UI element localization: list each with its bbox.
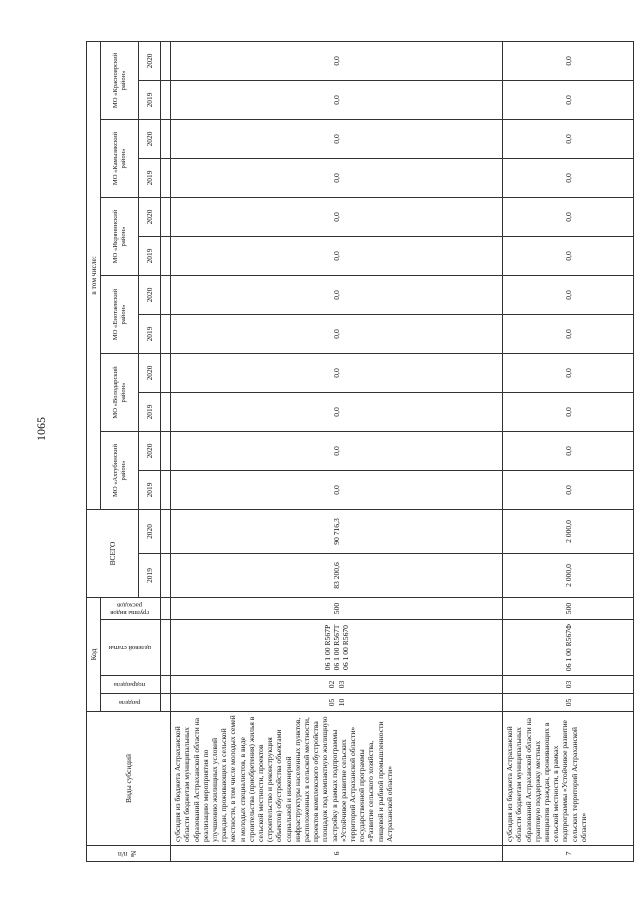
row-d3-2019: 0,0 <box>171 315 503 354</box>
row-gruppa: 500 <box>503 598 634 620</box>
header-kod: Код <box>87 598 101 712</box>
header-d1-2019: 2019 <box>139 471 161 510</box>
row-d4-2020: 0,0 <box>503 198 634 237</box>
row-vsego-2020: 90 716,3 <box>171 510 503 554</box>
header-d1-2020: 2020 <box>139 432 161 471</box>
header-d3-2020: 2020 <box>139 276 161 315</box>
row-d5-2020: 0,0 <box>171 120 503 159</box>
row-d4-2019: 0,0 <box>171 237 503 276</box>
row-d5-2020: 0,0 <box>503 120 634 159</box>
row-d1-2019: 0,0 <box>503 471 634 510</box>
header-name: Виды субсидий <box>87 712 171 846</box>
row-d1-2019: 0,0 <box>171 471 503 510</box>
row-num: 7 <box>503 846 634 862</box>
row-d2-2019: 0,0 <box>503 393 634 432</box>
header-d4-2019: 2019 <box>139 237 161 276</box>
header-gruppy: группы видов расходов <box>101 598 161 620</box>
header-d6-2019: 2019 <box>139 81 161 120</box>
row-num: 6 <box>171 846 503 862</box>
header-d2-2019: 2019 <box>139 393 161 432</box>
rotated-table-container <box>86 42 634 862</box>
row-d4-2020: 0,0 <box>171 198 503 237</box>
row-d3-2020: 0,0 <box>171 276 503 315</box>
header-v-tom-chisle: в том числе: <box>87 41 101 509</box>
table-row <box>171 41 503 861</box>
row-razdel: 05 10 <box>171 694 503 712</box>
row-d3-2020: 0,0 <box>503 276 634 315</box>
row-d2-2019: 0,0 <box>171 393 503 432</box>
header-district-4: МО «Икрянинский район» <box>101 198 139 276</box>
header-vsego-2020: 2020 <box>139 510 161 554</box>
row-gruppa: 500 <box>171 598 503 620</box>
row-podrazdel: 03 <box>503 676 634 694</box>
row-d5-2019: 0,0 <box>171 159 503 198</box>
row-d4-2019: 0,0 <box>503 237 634 276</box>
header-district-5: МО «Камызякский район» <box>101 120 139 198</box>
row-d5-2019: 0,0 <box>503 159 634 198</box>
header-district-3: МО «Енотаевский район» <box>101 276 139 354</box>
row-d1-2020: 0,0 <box>503 432 634 471</box>
row-celevaya: 06 1 00 R567P 06 1 00 R567T 06 1 00 R5670 <box>171 620 503 676</box>
row-d6-2019: 0,0 <box>503 81 634 120</box>
row-celevaya: 06 1 00 R567Ф <box>503 620 634 676</box>
row-vsego-2020: 2 000,0 <box>503 510 634 554</box>
row-vsego-2019: 83 200,6 <box>171 554 503 598</box>
header-vsego-2019: 2019 <box>139 554 161 598</box>
row-name: субсидия из бюджета Астраханской области бюджетам муниципальных образований Астраханской области на реализацию мероприятия по улучшению жилищных условий граждан, проживающих в сельской местности, в том числе молодых семей и молодых специалистов, в виде строительства (приобретения) жилья в сельской местности, проектов (строительство и реконструкция объектов) обустройства объектами социальной и инженерной инфраструктуры населенных пунктов, расположенных в сельской местности, проектов комплексного обустройства площадок под компактную жилищную застройку в рамках подпрограммы «Устойчивое развитие сельских территорий Астраханской области» государственной программы «Развитие сельского хозяйства, пищевой и рыбной промышленности Астраханской области» <box>171 712 503 846</box>
header-d5-2019: 2019 <box>139 159 161 198</box>
header-district-2: МО «Володарский район» <box>101 354 139 432</box>
row-d3-2019: 0,0 <box>503 315 634 354</box>
row-vsego-2019: 2 000,0 <box>503 554 634 598</box>
header-d5-2020: 2020 <box>139 120 161 159</box>
row-d2-2020: 0,0 <box>503 354 634 393</box>
row-podrazdel: 02 03 <box>171 676 503 694</box>
page-number: 1065 <box>34 417 48 441</box>
header-d4-2020: 2020 <box>139 198 161 237</box>
row-d6-2020: 0,0 <box>171 41 503 80</box>
header-d2-2020: 2020 <box>139 354 161 393</box>
header-vsego: ВСЕГО <box>87 510 139 598</box>
row-d6-2019: 0,0 <box>171 81 503 120</box>
row-d2-2020: 0,0 <box>171 354 503 393</box>
header-podrazdela: подраздела <box>101 676 161 694</box>
subsidies-table <box>86 41 634 862</box>
row-d1-2020: 0,0 <box>171 432 503 471</box>
header-d3-2019: 2019 <box>139 315 161 354</box>
header-celevoi: целевой статьи <box>101 620 161 676</box>
row-razdel: 05 <box>503 694 634 712</box>
table-row <box>503 41 634 861</box>
header-razdela: раздела <box>101 694 161 712</box>
header-district-1: МО «Ахтубинский район» <box>101 432 139 510</box>
header-district-6: МО «Красноярский район» <box>101 41 139 119</box>
header-num: № п/п <box>87 846 171 862</box>
row-name: субсидия из бюджета Астраханской области бюджетам муниципальных образований Астраханской области на грантовую поддержку местных инициатив граждан, проживающих в сельской местности, в рамках подпрограммы «Устойчивое развитие сельских территорий Астраханской области» <box>503 712 634 846</box>
header-d6-2020: 2020 <box>139 41 161 80</box>
row-d6-2020: 0,0 <box>503 41 634 80</box>
